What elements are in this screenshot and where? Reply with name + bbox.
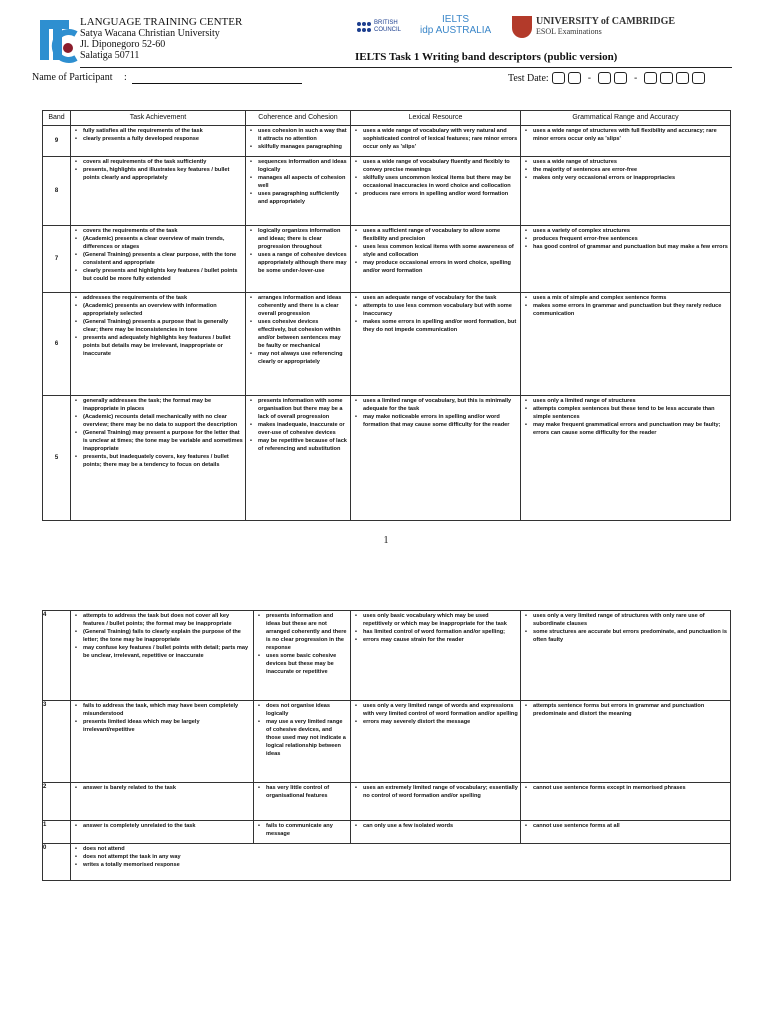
descriptor-item: • uses a sufficient range of vocabulary to allow some flexibility and precision — [363, 227, 518, 243]
descriptor-item: • generally addresses the task; the format may be inappropriate in places — [83, 397, 243, 413]
descriptor-item: • uses less common lexical items with some awareness of style and collocation — [363, 243, 518, 259]
band-row-6 — [43, 293, 731, 396]
descriptor-item: • may produce occasional errors in word choice, spelling and/or word formation — [363, 259, 518, 275]
band-row-8 — [43, 157, 731, 226]
band-number: 5 — [43, 396, 71, 521]
descriptor-item: • covers all requirements of the task sufficiently — [83, 158, 243, 166]
descriptor-item: • covers the requirements of the task — [83, 227, 243, 235]
descriptor-item: • has limited control of word formation and/or spelling; — [363, 628, 518, 636]
descriptor-cell-coherence-cohesion — [254, 701, 351, 783]
descriptor-item: • errors may cause strain for the reader — [363, 636, 518, 644]
british-council-text: BRITISH COUNCIL — [374, 20, 402, 33]
org-line: Satya Wacana Christian University — [80, 28, 220, 39]
descriptor-cell-coherence-cohesion — [246, 396, 351, 521]
descriptor-list — [353, 702, 518, 726]
descriptor-cell-task-achievement — [71, 611, 254, 701]
descriptor-cell-grammatical-range — [521, 226, 731, 293]
descriptor-list — [73, 845, 728, 869]
band-number: 2 — [43, 783, 71, 821]
band-number: 4 — [43, 611, 71, 701]
descriptor-cell-coherence-cohesion — [246, 157, 351, 226]
descriptor-item: • fully satisfies all the requirements of the task — [83, 127, 243, 135]
page-number: 1 — [383, 535, 389, 546]
descriptor-item: • uses only a very limited range of structures with only rare use of subordinate clauses — [533, 612, 728, 628]
participant-label: Name of Participant — [32, 72, 113, 83]
descriptor-item: • may use a very limited range of cohesive devices, and those used may not indicate a logical relationship between ideas — [266, 718, 348, 758]
descriptor-list — [256, 784, 348, 800]
descriptor-cell-task-achievement — [71, 783, 254, 821]
descriptor-item: • (General Training) presents a purpose that is generally clear; there may be inconsistencies in tone — [83, 318, 243, 334]
descriptor-cell-coherence-cohesion — [246, 226, 351, 293]
document-body — [42, 110, 730, 881]
date-separator: - — [634, 72, 638, 84]
band-descriptors-table-page-2 — [42, 610, 731, 881]
descriptor-item: • fails to address the task, which may have been completely misunderstood — [83, 702, 251, 718]
descriptor-list — [248, 227, 348, 275]
descriptor-item: • uses a wide range of structures with full flexibility and accuracy; rare minor errors occur only as 'slips' — [533, 127, 728, 143]
descriptor-cell-task-achievement — [71, 226, 246, 293]
descriptor-cell-all — [71, 844, 731, 881]
descriptor-item: • sequences information and ideas logically — [258, 158, 348, 174]
descriptor-item: • does not attempt the task in any way — [83, 853, 728, 861]
descriptor-item: • has good control of grammar and punctuation but may make a few errors — [533, 243, 728, 251]
itc-logo — [38, 14, 78, 66]
descriptor-item: • writes a totally memorised response — [83, 861, 728, 869]
descriptor-item: • attempts to use less common vocabulary but with some inaccuracy — [363, 302, 518, 318]
org-line: Salatiga 50711 — [80, 50, 140, 61]
band-row-7 — [43, 226, 731, 293]
band-number: 0 — [43, 844, 71, 881]
descriptor-cell-grammatical-range — [521, 701, 731, 783]
descriptor-list — [256, 702, 348, 758]
descriptor-item: • (General Training) may present a purpose for the letter that is unclear at times; the tone may be variable and sometimes inappropriate — [83, 429, 243, 453]
descriptor-item: • uses cohesion in such a way that it attracts no attention — [258, 127, 348, 143]
descriptor-cell-task-achievement — [71, 126, 246, 157]
descriptor-item: • answer is barely related to the task — [83, 784, 251, 792]
descriptor-item: • produces rare errors in spelling and/or word formation — [363, 190, 518, 198]
descriptor-cell-coherence-cohesion — [246, 293, 351, 396]
descriptor-list — [73, 702, 251, 734]
descriptor-cell-lexical-resource — [351, 293, 521, 396]
descriptor-item: • uses a range of cohesive devices appropriately although there may be some under-/over-use — [258, 251, 348, 275]
cambridge-name: UNIVERSITY of CAMBRIDGE — [536, 16, 676, 27]
descriptor-list — [523, 397, 728, 437]
descriptor-item: • makes some errors in spelling and/or word formation, but they do not impede communication — [363, 318, 518, 334]
descriptor-item: • uses a wide range of vocabulary with very natural and sophisticated control of lexical features; rare minor errors occur only as 'slips' — [363, 127, 518, 151]
cambridge-shield-icon — [512, 16, 532, 38]
british-council-logo — [357, 20, 404, 34]
descriptor-cell-task-achievement — [71, 293, 246, 396]
column-header-task-achievement: Task Achievement — [71, 111, 246, 126]
descriptor-item: • errors may severely distort the message — [363, 718, 518, 726]
band-descriptors-table-page-1 — [42, 110, 731, 521]
descriptor-item: • some structures are accurate but errors predominate, and punctuation is often faulty — [533, 628, 728, 644]
organization-block — [80, 17, 242, 61]
descriptor-item: • uses a limited range of vocabulary, but this is minimally adequate for the task — [363, 397, 518, 413]
page-2-section — [42, 610, 730, 881]
descriptor-list — [523, 822, 728, 830]
descriptor-cell-coherence-cohesion — [254, 783, 351, 821]
descriptor-item: • attempts to address the task but does not cover all key features / bullet points; the format may be inappropriate — [83, 612, 251, 628]
descriptor-list — [73, 158, 243, 182]
descriptor-item: • presents and adequately highlights key features / bullet points but details may be irrelevant, inappropriate or inaccurate — [83, 334, 243, 358]
column-header-lexical-resource: Lexical Resource — [351, 111, 521, 126]
descriptor-item: • may be repetitive because of lack of referencing and substitution — [258, 437, 348, 453]
band-row-9 — [43, 126, 731, 157]
descriptor-item: • presents, but inadequately covers, key features / bullet points; there may be a tendency to focus on details — [83, 453, 243, 469]
descriptor-item: • can only use a few isolated words — [363, 822, 518, 830]
descriptor-list — [353, 784, 518, 800]
band-row-3 — [43, 701, 731, 783]
descriptor-list — [353, 158, 518, 198]
band-number: 9 — [43, 126, 71, 157]
band-row-1 — [43, 821, 731, 844]
descriptor-item: • uses only a very limited range of words and expressions with very limited control of word formation and/or spelling — [363, 702, 518, 718]
org-line: Jl. Diponegoro 52-60 — [80, 39, 166, 50]
descriptor-cell-grammatical-range — [521, 126, 731, 157]
descriptor-list — [248, 294, 348, 366]
descriptor-list — [523, 127, 728, 143]
descriptor-list — [523, 612, 728, 644]
descriptor-item: • (General Training) fails to clearly explain the purpose of the letter; the tone may be inappropriate — [83, 628, 251, 644]
descriptor-item: • presents, highlights and illustrates key features / bullet points clearly and appropriately — [83, 166, 243, 182]
test-date — [508, 72, 705, 84]
descriptor-cell-task-achievement — [71, 701, 254, 783]
descriptor-item: • uses an adequate range of vocabulary for the task — [363, 294, 518, 302]
descriptor-list — [73, 294, 243, 358]
descriptor-cell-coherence-cohesion — [254, 611, 351, 701]
descriptor-item: • uses a wide range of vocabulary fluently and flexibly to convey precise meanings — [363, 158, 518, 174]
british-council-dots-icon — [357, 22, 371, 32]
ielts-text: IELTS — [442, 14, 470, 25]
descriptor-cell-lexical-resource — [351, 611, 521, 701]
descriptor-list — [353, 227, 518, 275]
descriptor-list — [248, 397, 348, 453]
descriptor-item: • skilfully manages paragraphing — [258, 143, 348, 151]
band-number: 8 — [43, 157, 71, 226]
descriptor-item: • (General Training) presents a clear purpose, with the tone consistent and appropriate — [83, 251, 243, 267]
descriptor-item: • uses a variety of complex structures — [533, 227, 728, 235]
cambridge-logo — [512, 16, 675, 38]
band-number: 7 — [43, 226, 71, 293]
descriptor-item: • makes only very occasional errors or inappropriacies — [533, 174, 728, 182]
descriptor-item: • addresses the requirements of the task — [83, 294, 243, 302]
descriptor-item: • clearly presents a fully developed response — [83, 135, 243, 143]
descriptor-item: • (Academic) presents a clear overview of main trends, differences or stages — [83, 235, 243, 251]
descriptor-item: • attempts sentence forms but errors in grammar and punctuation predominate and distort the meaning — [533, 702, 728, 718]
descriptor-list — [73, 612, 251, 660]
descriptor-item: • cannot use sentence forms except in memorised phrases — [533, 784, 728, 792]
descriptor-item: • makes some errors in grammar and punctuation but they rarely reduce communication — [533, 302, 728, 318]
descriptor-cell-lexical-resource — [351, 396, 521, 521]
descriptor-item: • uses a mix of simple and complex sentence forms — [533, 294, 728, 302]
descriptor-item: • arranges information and ideas coherently and there is a clear overall progression — [258, 294, 348, 318]
descriptor-item: • has very little control of organisational features — [266, 784, 348, 800]
idp-australia-text: idp AUSTRALIA — [420, 25, 492, 36]
band-row-5 — [43, 396, 731, 521]
descriptor-list — [523, 158, 728, 182]
descriptor-list — [353, 127, 518, 151]
descriptor-list — [523, 227, 728, 251]
descriptor-cell-grammatical-range — [521, 396, 731, 521]
descriptor-cell-lexical-resource — [351, 126, 521, 157]
descriptor-list — [73, 784, 251, 792]
column-header-coherence-cohesion: Coherence and Cohesion — [246, 111, 351, 126]
descriptor-cell-coherence-cohesion — [254, 821, 351, 844]
descriptor-list — [73, 127, 243, 143]
test-date-month[interactable] — [598, 72, 627, 84]
descriptor-item: • attempts complex sentences but these tend to be less accurate than simple sentences — [533, 405, 728, 421]
descriptor-list — [353, 397, 518, 429]
descriptor-item: • may make frequent grammatical errors and punctuation may be faulty; errors can cause some difficulty for the reader — [533, 421, 728, 437]
document-title: IELTS Task 1 Writing band descriptors (public version) — [355, 51, 618, 63]
descriptor-cell-task-achievement — [71, 396, 246, 521]
descriptor-list — [523, 784, 728, 792]
descriptor-item: • uses a wide range of structures — [533, 158, 728, 166]
descriptor-item: • uses only a limited range of structures — [533, 397, 728, 405]
descriptor-list — [256, 612, 348, 676]
cambridge-esol: ESOL Examinations — [536, 27, 602, 36]
descriptor-cell-task-achievement — [71, 157, 246, 226]
ielts-idp-logo — [420, 14, 491, 36]
band-number: 6 — [43, 293, 71, 396]
column-header-grammatical-range: Grammatical Range and Accuracy — [521, 111, 731, 126]
descriptor-item: • uses paragraphing sufficiently and appropriately — [258, 190, 348, 206]
date-separator: - — [587, 72, 592, 84]
descriptor-cell-lexical-resource — [351, 157, 521, 226]
descriptor-item: • makes inadequate, inaccurate or over-use of cohesive devices — [258, 421, 348, 437]
descriptor-cell-task-achievement — [71, 821, 254, 844]
descriptor-list — [73, 822, 251, 830]
descriptor-cell-grammatical-range — [521, 293, 731, 396]
descriptor-item: • skilfully uses uncommon lexical items but there may be occasional inaccuracies in word choice and collocation — [363, 174, 518, 190]
descriptor-list — [523, 294, 728, 318]
descriptor-cell-lexical-resource — [351, 701, 521, 783]
descriptor-item: • presents information with some organisation but there may be a lack of overall progression — [258, 397, 348, 421]
descriptor-item: • fails to communicate any message — [266, 822, 348, 838]
descriptor-item: • manages all aspects of cohesion well — [258, 174, 348, 190]
descriptor-item: • uses an extremely limited range of vocabulary; essentially no control of word formation and/or spelling — [363, 784, 518, 800]
descriptor-list — [248, 127, 348, 151]
column-header-band: Band — [43, 111, 71, 126]
descriptor-item: • the majority of sentences are error-free — [533, 166, 728, 174]
descriptor-item: • may not always use referencing clearly or appropriately — [258, 350, 348, 366]
descriptor-item: • may confuse key features / bullet points with detail; parts may be unclear, irrelevant, repetitive or inaccurate — [83, 644, 251, 660]
descriptor-item: • uses some basic cohesive devices but these may be inaccurate or repetitive — [266, 652, 348, 676]
descriptor-list — [353, 294, 518, 334]
descriptor-list — [523, 702, 728, 718]
descriptor-list — [73, 397, 243, 469]
descriptor-item: • clearly presents and highlights key features / bullet points but could be more fully extended — [83, 267, 243, 283]
descriptor-item: • produces frequent error-free sentences — [533, 235, 728, 243]
descriptor-item: • uses cohesive devices effectively, but cohesion within and/or between sentences may be faulty or mechanical — [258, 318, 348, 350]
descriptor-item: • uses only basic vocabulary which may be used repetitively or which may be inappropriate for the task — [363, 612, 518, 628]
descriptor-cell-lexical-resource — [351, 783, 521, 821]
descriptor-cell-grammatical-range — [521, 783, 731, 821]
descriptor-item: • may make noticeable errors in spelling and/or word formation that may cause some difficulty for the reader — [363, 413, 518, 429]
descriptor-item: • presents information and ideas but these are not arranged coherently and there is no clear progression in the response — [266, 612, 348, 652]
band-row-2 — [43, 783, 731, 821]
descriptor-cell-coherence-cohesion — [246, 126, 351, 157]
descriptor-item: • presents limited ideas which may be largely irrelevant/repetitive — [83, 718, 251, 734]
descriptor-list — [248, 158, 348, 206]
descriptor-item: • does not attend — [83, 845, 728, 853]
band-number: 3 — [43, 701, 71, 783]
descriptor-item: • (Academic) presents an overview with information appropriately selected — [83, 302, 243, 318]
descriptor-item: • does not organise ideas logically — [266, 702, 348, 718]
participant-name-field[interactable] — [132, 82, 302, 84]
descriptor-cell-lexical-resource — [351, 226, 521, 293]
test-date-year[interactable] — [644, 72, 705, 84]
test-date-day[interactable] — [552, 72, 581, 84]
band-row-4 — [43, 611, 731, 701]
band-row-0 — [43, 844, 731, 881]
descriptor-list — [73, 227, 243, 283]
descriptor-item: • logically organizes information and ideas; there is clear progression throughout — [258, 227, 348, 251]
org-name: LANGUAGE TRAINING CENTER — [80, 16, 243, 28]
descriptor-item: • (Academic) recounts detail mechanically with no clear overview; there may be no data to support the description — [83, 413, 243, 429]
participant-colon: : — [124, 72, 127, 83]
descriptor-cell-grammatical-range — [521, 157, 731, 226]
header-divider — [80, 67, 732, 68]
descriptor-list — [353, 822, 518, 830]
band-number: 1 — [43, 821, 71, 844]
descriptor-cell-lexical-resource — [351, 821, 521, 844]
table-header-row — [43, 111, 731, 126]
descriptor-item: • cannot use sentence forms at all — [533, 822, 728, 830]
descriptor-cell-grammatical-range — [521, 821, 731, 844]
descriptor-item: • answer is completely unrelated to the task — [83, 822, 251, 830]
descriptor-list — [353, 612, 518, 644]
descriptor-cell-grammatical-range — [521, 611, 731, 701]
test-date-label: Test Date: — [508, 72, 549, 84]
descriptor-list — [256, 822, 348, 838]
